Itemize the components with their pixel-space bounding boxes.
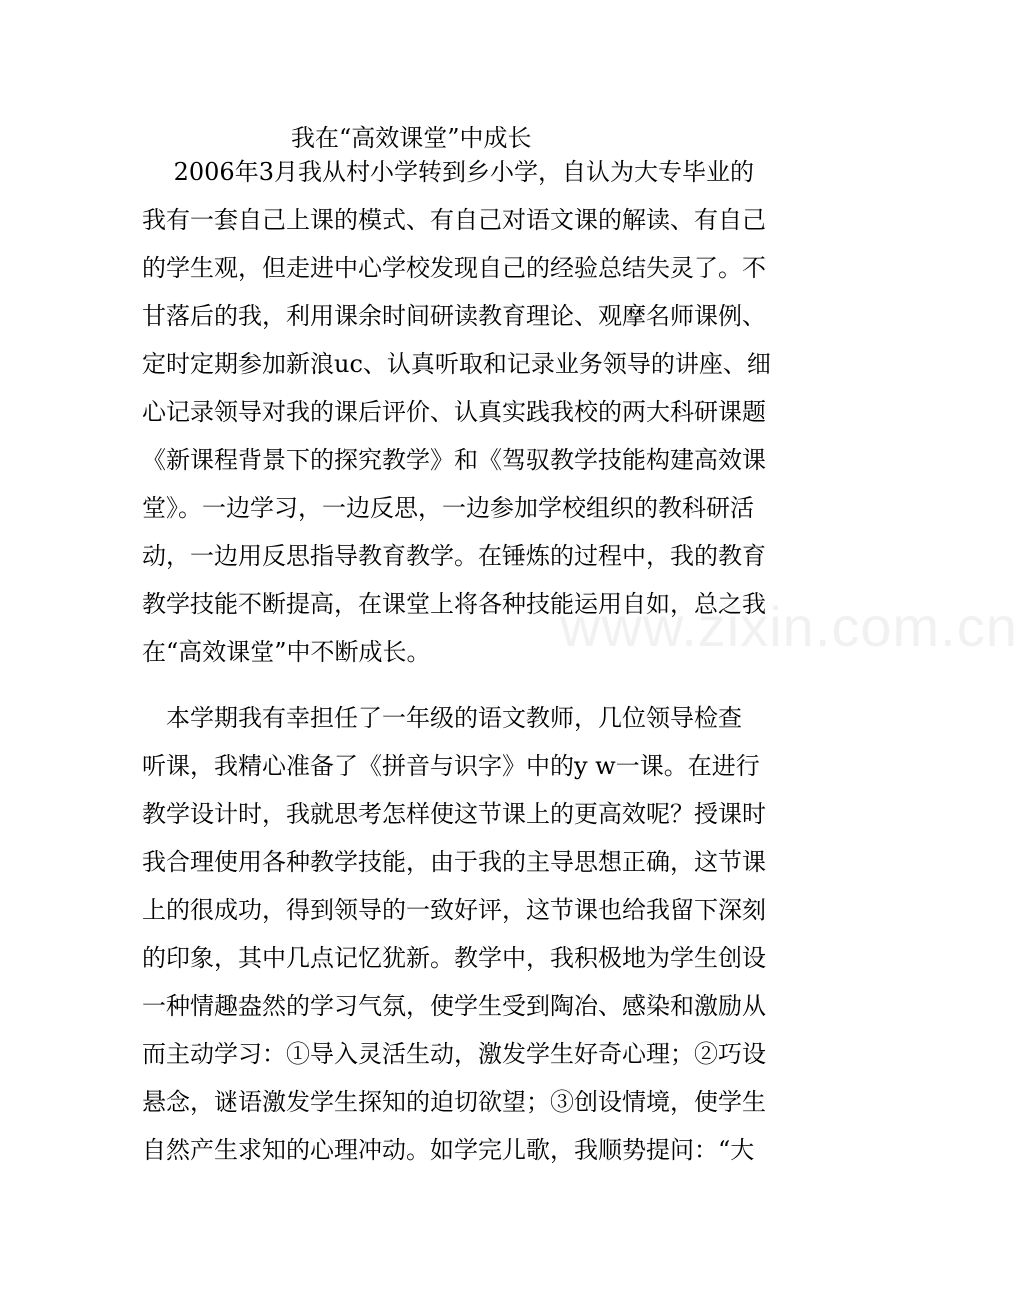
paragraph-line: 心记录领导对我的课后评价、认真实践我校的两大科研课题 xyxy=(142,398,766,426)
paragraph-line: 我有一套自己上课的模式、有自己对语文课的解读、有自己 xyxy=(142,206,766,234)
paragraph-line: 而主动学习：①导入灵活生动，激发学生好奇心理；②巧设 xyxy=(142,1040,766,1068)
watermark: www.zixin.com.cn xyxy=(560,595,1018,658)
paragraph-line: 我合理使用各种教学技能，由于我的主导思想正确，这节课 xyxy=(142,848,766,876)
paragraph-line: 听课，我精心准备了《拼音与识字》中的y w一课。在进行 xyxy=(142,752,760,780)
paragraph-line: 2006年3月我从村小学转到乡小学，自认为大专毕业的 xyxy=(142,158,754,186)
paragraph-line: 动，一边用反思指导教育教学。在锤炼的过程中，我的教育 xyxy=(142,542,766,570)
paragraph-line: 的学生观，但走进中心学校发现自己的经验总结失灵了。不 xyxy=(142,254,766,282)
paragraph-line: 堂》。一边学习，一边反思，一边参加学校组织的教科研活 xyxy=(142,494,754,522)
document-title: 我在“高效课堂”中成长 xyxy=(291,124,532,152)
paragraph-line: 的印象，其中几点记忆犹新。教学中，我积极地为学生创设 xyxy=(142,944,766,972)
paragraph-line: 教学技能不断提高，在课堂上将各种技能运用自如，总之我 xyxy=(142,590,766,618)
paragraph-line: 上的很成功，得到领导的一致好评，这节课也给我留下深刻 xyxy=(142,896,766,924)
paragraph-line: 悬念，谜语激发学生探知的迫切欲望；③创设情境，使学生 xyxy=(142,1088,766,1116)
paragraph-line: 本学期我有幸担任了一年级的语文教师，几位领导检查 xyxy=(142,704,742,732)
paragraph-line: 一种情趣盎然的学习气氛，使学生受到陶冶、感染和激励从 xyxy=(142,992,766,1020)
paragraph-line: 在“高效课堂”中不断成长。 xyxy=(142,638,431,666)
paragraph-line: 《新课程背景下的探究教学》和《驾驭教学技能构建高效课 xyxy=(142,446,766,474)
paragraph-line: 自然产生求知的心理冲动。如学完儿歌，我顺势提问：“大 xyxy=(142,1136,755,1164)
paragraph-line: 甘落后的我，利用课余时间研读教育理论、观摩名师课例、 xyxy=(142,302,766,330)
paragraph-line: 定时定期参加新浪uc、认真听取和记录业务领导的讲座、细 xyxy=(142,350,771,378)
paragraph-line: 教学设计时，我就思考怎样使这节课上的更高效呢？授课时 xyxy=(142,800,766,828)
